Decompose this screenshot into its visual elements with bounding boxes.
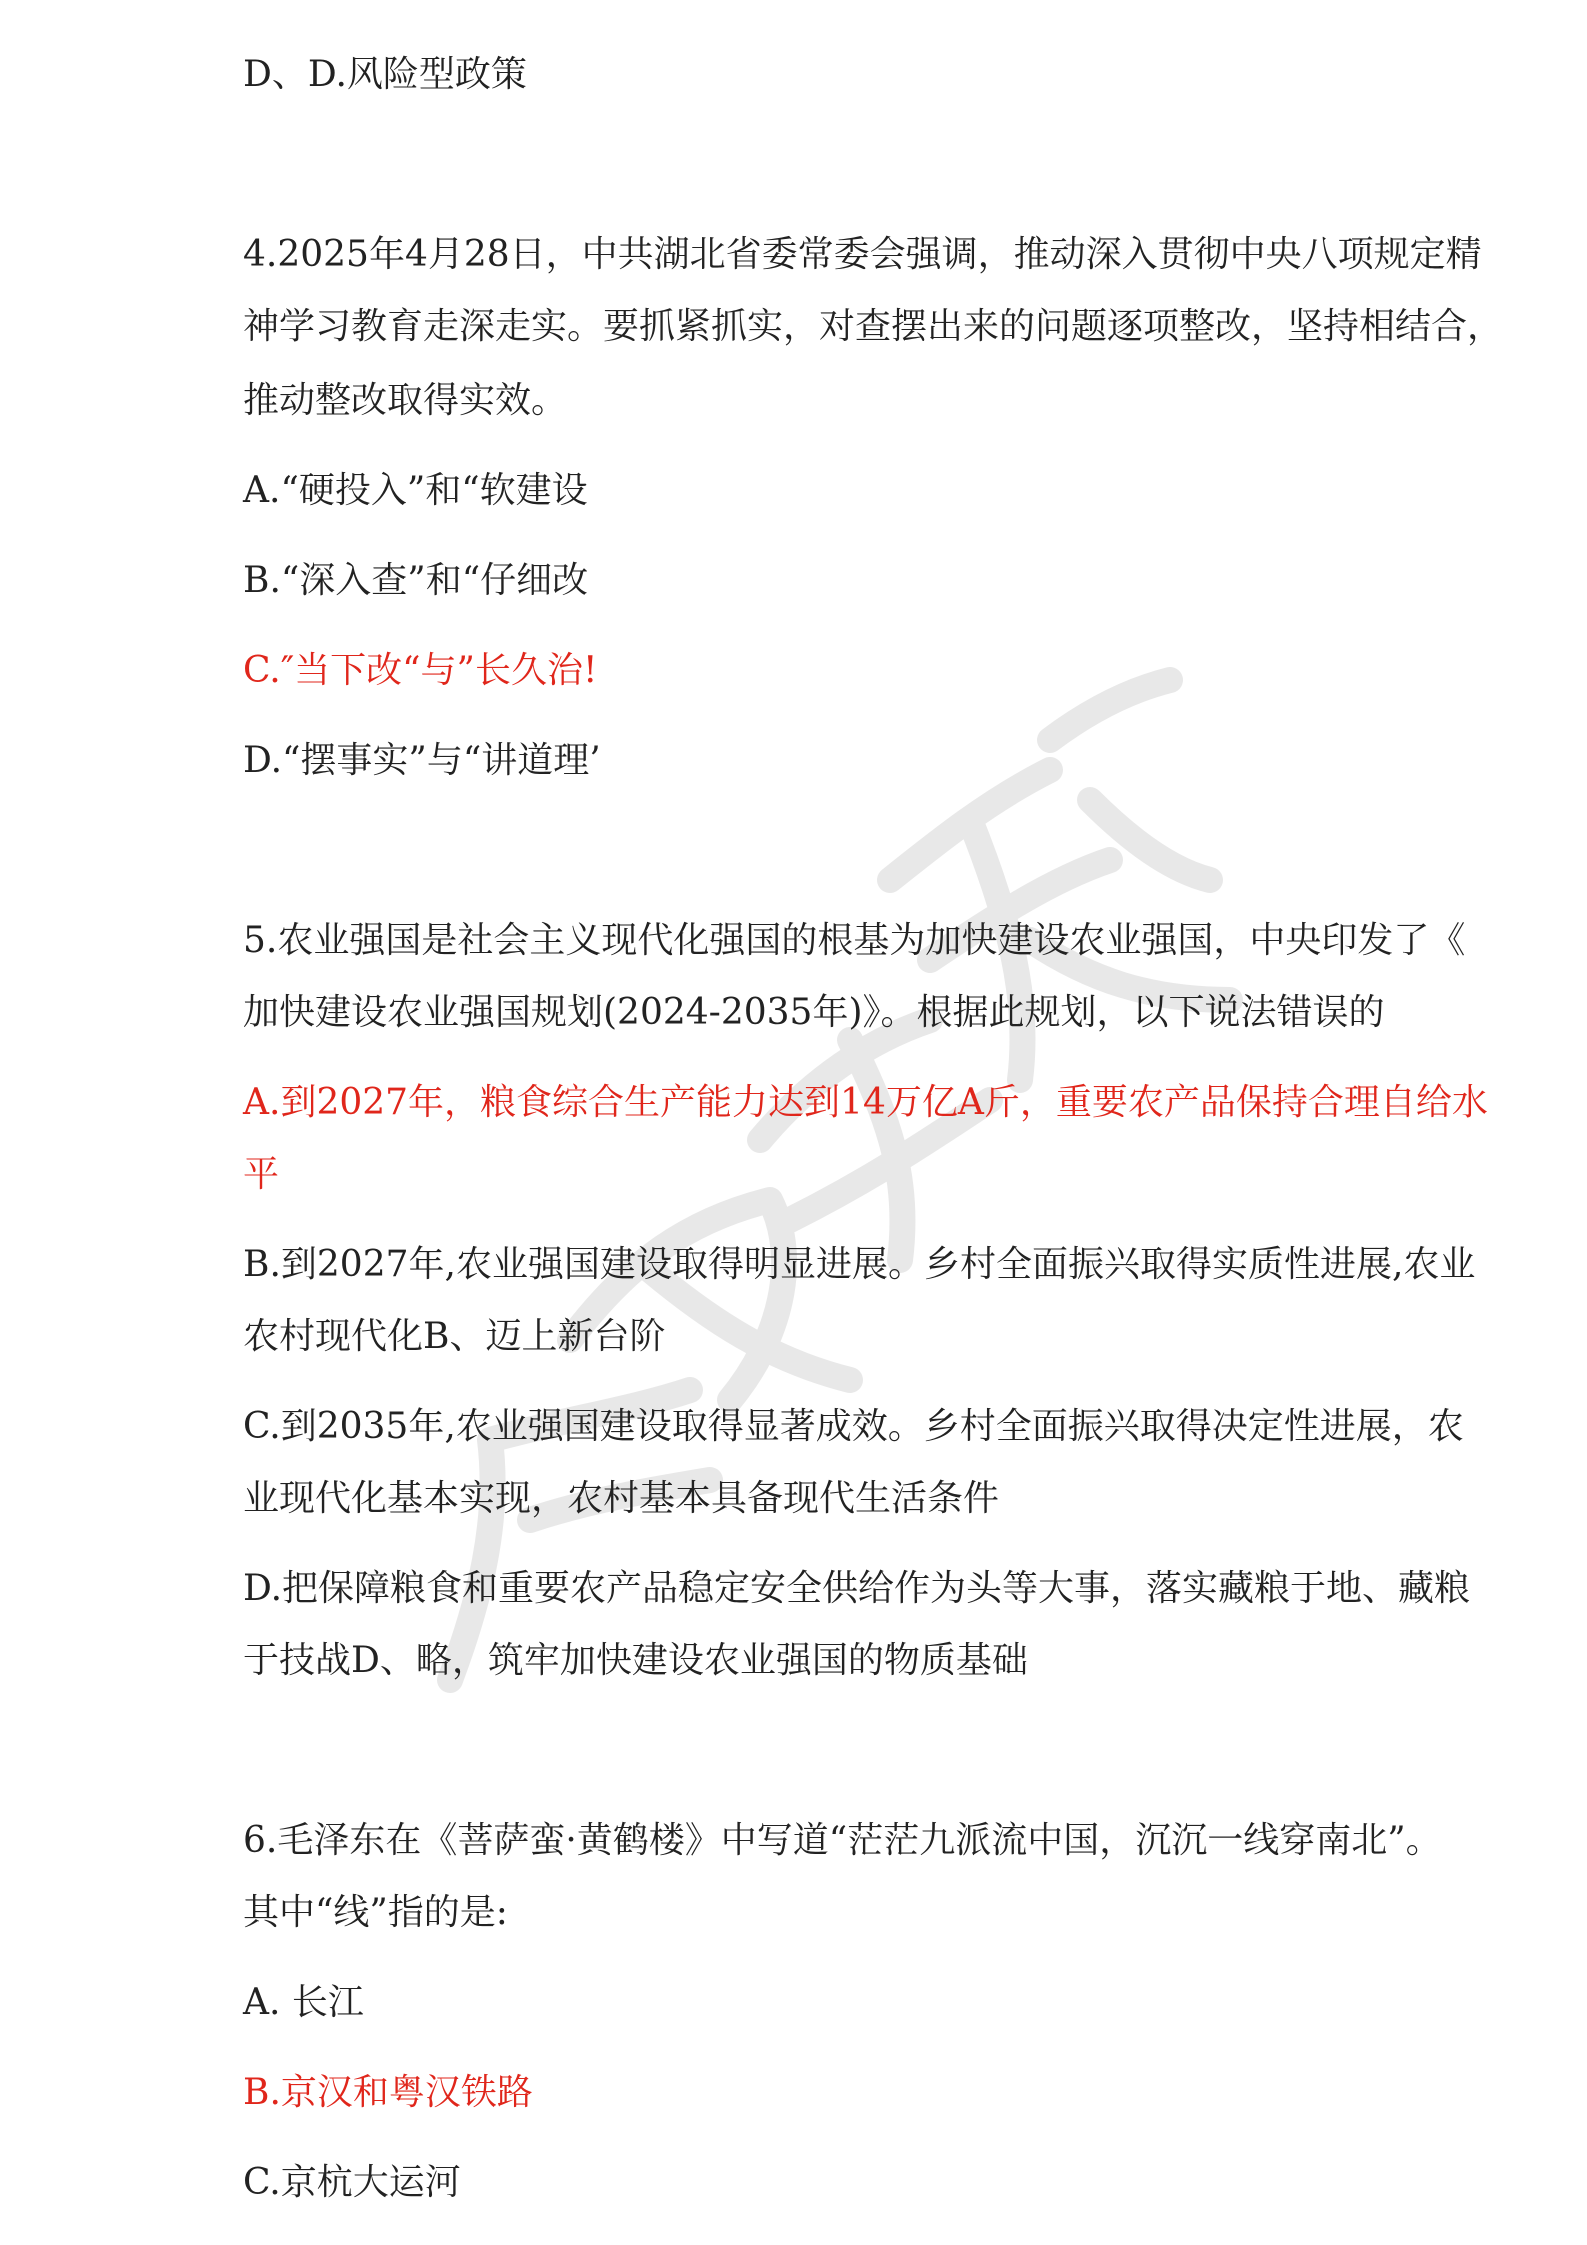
question-4-stem-line-2: 神学习教育走深走实。要抓紧抓实，对查摆出来的问题逐项整改，坚持相结合，: [243, 306, 1504, 347]
prev-question-option-d: D、D.风险型政策: [243, 54, 527, 95]
question-6-option-a: A. 长江: [243, 1982, 364, 2023]
question-6-option-c: C.京杭大运河: [243, 2162, 461, 2203]
question-5-option-c-line-1: C.到2035年,农业强国建设取得显著成效。乡村全面振兴取得决定性进展，农: [243, 1406, 1464, 1447]
question-6-stem-line-2: 其中“线”指的是:: [243, 1892, 508, 1933]
question-5-option-a-answer-line-2: 平: [243, 1154, 280, 1195]
question-6-option-b-answer: B.京汉和粤汉铁路: [243, 2072, 533, 2113]
question-4-option-c-answer: C.″当下改“与”长久治!: [243, 650, 598, 691]
question-5-stem-line-2: 加快建设农业强国规划(2024-2035年)》。根据此规划，以下说法错误的: [243, 992, 1385, 1033]
question-5-option-a-answer-line-1: A.到2027年，粮食综合生产能力达到14万亿A斤，重要农产品保持合理自给水: [243, 1082, 1488, 1123]
question-4-option-b: B.“深入查”和“仔细改: [243, 560, 589, 601]
question-5-option-b-line-1: B.到2027年,农业强国建设取得明显进展。乡村全面振兴取得实质性进展,农业: [243, 1244, 1476, 1285]
question-5-option-d-line-1: D.把保障粮食和重要农产品稳定安全供给作为头等大事，落实藏粮于地、藏粮: [243, 1568, 1471, 1609]
calligraphy-watermark-icon: [330, 620, 1310, 1720]
question-5-option-b-line-2: 农村现代化B、迈上新台阶: [243, 1316, 666, 1357]
question-5-stem-line-1: 5.农业强国是社会主义现代化强国的根基为加快建设农业强国，中央印发了《: [243, 920, 1466, 961]
question-4-stem-line-3: 推动整改取得实效。: [243, 380, 568, 421]
question-5-option-c-line-2: 业现代化基本实现，农村基本具备现代生活条件: [243, 1478, 1000, 1519]
question-4-stem-line-1: 4.2025年4月28日，中共湖北省委常委会强调，推动深入贯彻中央八项规定精: [243, 234, 1482, 275]
question-4-option-a: A.“硬投入”和“软建设: [243, 470, 588, 511]
question-6-stem-line-1: 6.毛泽东在《菩萨蛮·黄鹤楼》中写道“茫茫九派流中国，沉沉一线穿南北”。: [243, 1820, 1442, 1861]
question-4-option-d: D.“摆事实”与“讲道理’: [243, 740, 601, 781]
question-5-option-d-line-2: 于技战D、略，筑牢加快建设农业强国的物质基础: [243, 1640, 1028, 1681]
